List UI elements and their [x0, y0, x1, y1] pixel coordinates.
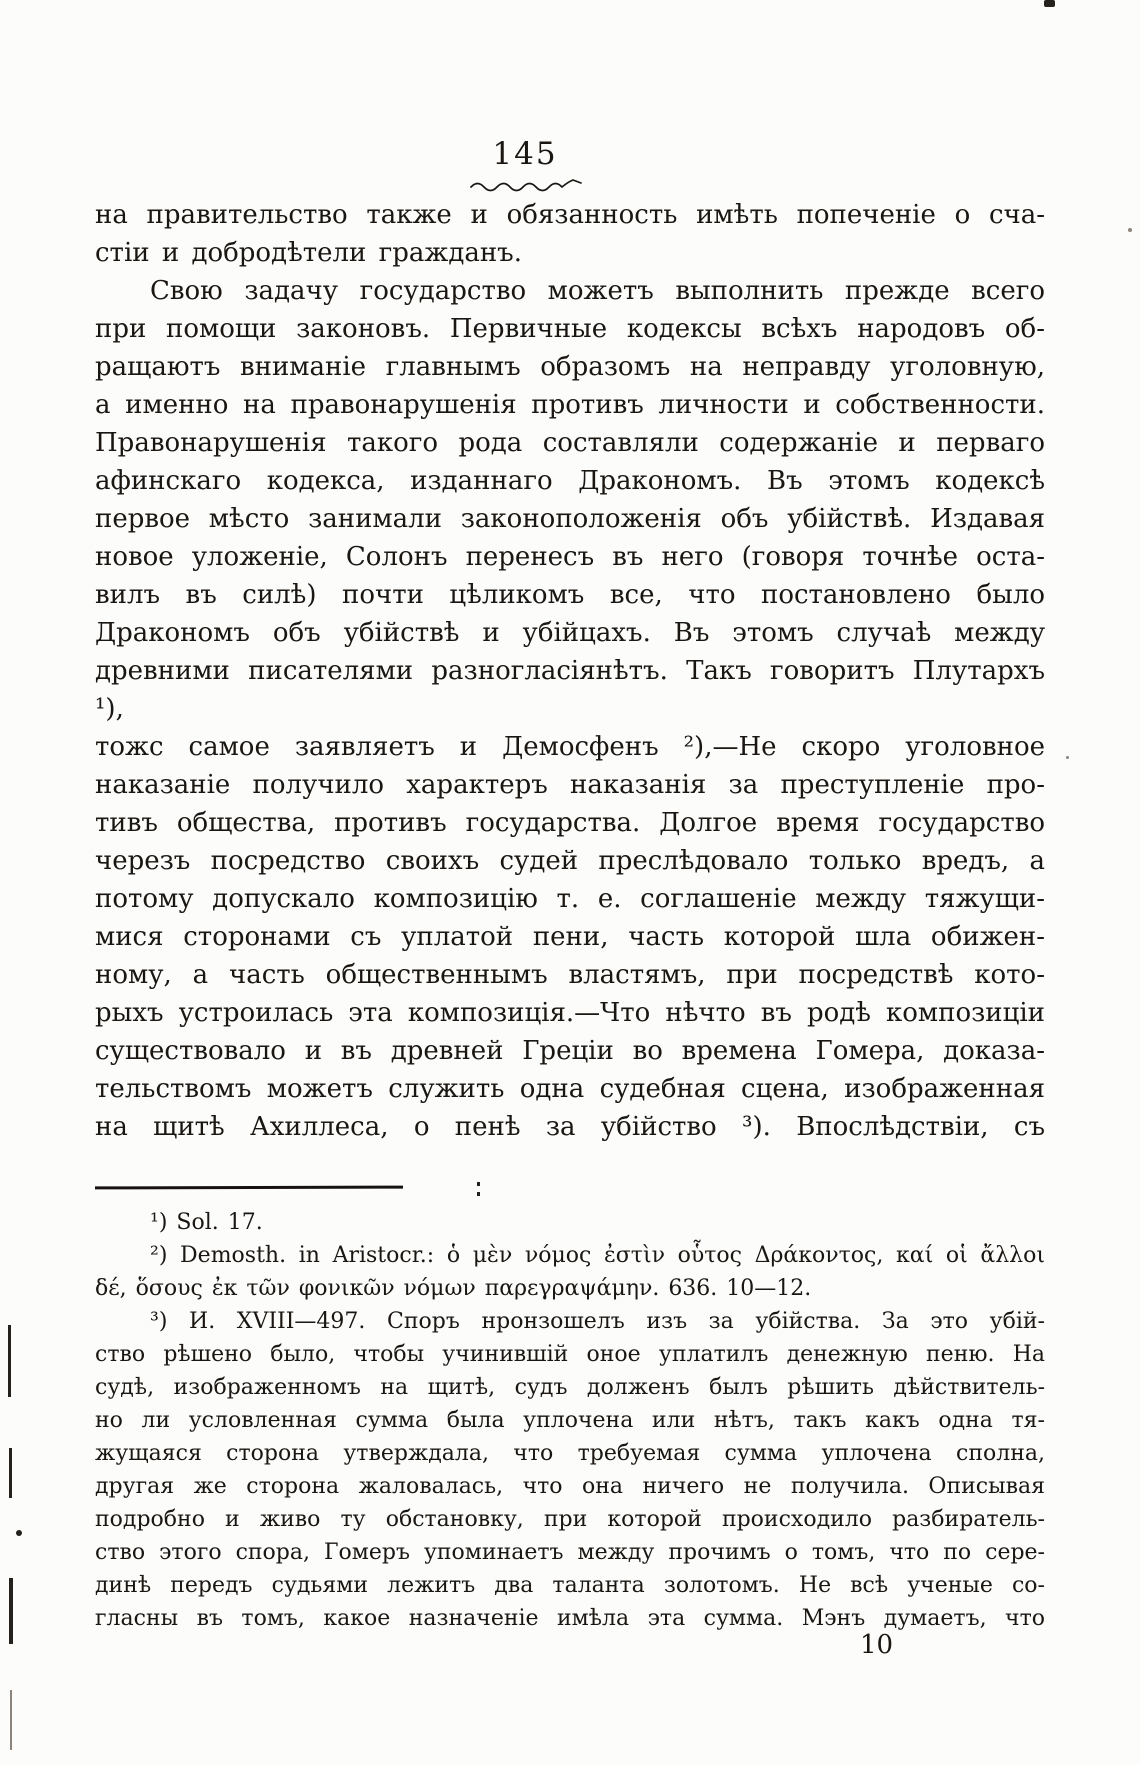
scan-artifact [477, 1182, 480, 1186]
signature-number: 10 [860, 1630, 894, 1660]
page-number: 145 [492, 136, 558, 172]
body-text-line: ному, а часть общественнымъ властямъ, при посредствѣ кото- [95, 960, 1045, 990]
body-text-line: черезъ посредство своихъ судей преслѣдовало только вредъ, а [95, 846, 1045, 876]
body-text-line: Дракономъ объ убійствѣ и убійцахъ. Въ этомъ случаѣ между [95, 618, 1045, 648]
body-text-line: рыхъ устроилась эта композиція.—Что нѣчто въ родѣ композиціи [95, 998, 1045, 1028]
footnote-line: ³) И. XVIII—497. Споръ нронзошелъ изъ за убійства. За это убій- [150, 1309, 1045, 1334]
body-text-line: вилъ въ силѣ) почти цѣликомъ все, что постановлено было [95, 580, 1045, 610]
scan-artifact [477, 1192, 480, 1196]
footnote-line: ¹) Sol. 17. [150, 1210, 263, 1235]
body-text-line: первое мѣсто занимали законоположенія объ убійствѣ. Издавая [95, 504, 1045, 534]
body-text-line: афинскаго кодекса, изданнаго Дракономъ. Въ этомъ кодексѣ [95, 466, 1045, 496]
body-text-line: существовало и въ древней Греціи во времена Гомера, доказа- [95, 1036, 1045, 1066]
footnote-line: другая же сторона жаловалась, что она ничего не получила. Описывая [95, 1474, 1045, 1499]
scan-artifact [9, 1448, 12, 1498]
footnote-line: подробно и живо ту обстановку, при которой происходило разбиратель- [95, 1507, 1045, 1532]
body-text-line: стіи и добродѣтели гражданъ. [95, 238, 522, 268]
body-text-line: новое уложеніе, Солонъ перенесъ въ него (говоря точнѣе оста- [95, 542, 1045, 572]
scan-artifact [1066, 756, 1069, 759]
scan-artifact [8, 1325, 11, 1397]
scan-artifact [10, 1690, 12, 1750]
body-text-line: мися сторонами съ уплатой пени, часть которой шла обижен- [95, 922, 1045, 952]
scan-artifact [16, 1530, 22, 1536]
squiggle-underline [468, 176, 594, 194]
footnote-line: гласны въ томъ, какое назначеніе имѣла эта сумма. Мэнъ думаетъ, что [95, 1606, 1045, 1631]
body-text-line: при помощи законовъ. Первичные кодексы всѣхъ народовъ об- [95, 314, 1045, 344]
footnote-line: ство этого спора, Гомеръ упоминаетъ между прочимъ о томъ, что по сере- [95, 1540, 1045, 1565]
footnote-line: ство рѣшено было, чтобы учинившій оное уплатилъ денежную пеню. На [95, 1342, 1045, 1367]
body-text-line: ращаютъ вниманіе главнымъ образомъ на неправду уголовную, [95, 352, 1045, 382]
body-text-line: на правительство также и обязанность имѣть попеченіе о сча- [95, 200, 1045, 230]
body-text-line: тельствомъ можетъ служить одна судебная сцена, изображенная [95, 1074, 1045, 1104]
body-text-line: тожс самое заявляетъ и Демосфенъ ²),—Не скоро уголовное [95, 732, 1045, 762]
footnote-line: динѣ передъ судьями лежитъ два таланта золотомъ. Не всѣ ученые со- [95, 1573, 1045, 1598]
footnote-line: δέ, ὅσους ἐκ τῶν φονικῶν νόμων παρεγραψάμην. 636. 10—12. [95, 1276, 812, 1301]
body-text-line: тивъ общества, противъ государства. Долгое время государство [95, 808, 1045, 838]
footnote-line: но ли условленная сумма была уплочена или нѣтъ, такъ какъ одна тя- [95, 1408, 1045, 1433]
scan-artifact [9, 1578, 13, 1644]
body-text-line: наказаніе получило характеръ наказанія за преступленіе про- [95, 770, 1045, 800]
footnote-separator [95, 1186, 403, 1190]
body-text-line: Свою задачу государство можетъ выполнить прежде всего [150, 276, 1045, 306]
body-text [95, 196, 1045, 1146]
body-text-line: Правонарушенія такого рода составляли содержаніе и перваго [95, 428, 1045, 458]
body-text-line: а именно на правонарушенія противъ личности и собственности. [95, 390, 1045, 420]
body-text-line: на щитѣ Ахиллеса, о пенѣ за убійство ³). Впослѣдствіи, съ [95, 1112, 1045, 1142]
body-text-line: древними писателями разногласіянѣтъ. Такъ говоритъ Плутархъ ¹), [95, 656, 1045, 724]
scan-artifact [1128, 228, 1132, 232]
footnotes [95, 1206, 1045, 1635]
footnote-line: жущаяся сторона утверждала, что требуемая сумма уплочена сполна, [95, 1441, 1045, 1466]
scan-artifact [1044, 0, 1055, 7]
footnote-line: ²) Demosth. in Aristocr.: ὁ μὲν νόμος ἐστὶν οὗτος Δράκοντος, καί οἱ ἄλλοι [150, 1243, 1045, 1268]
body-text-line: потому допускало композицію т. е. соглашеніе между тяжущи- [95, 884, 1045, 914]
footnote-line: судѣ, изображенномъ на щитѣ, судъ долженъ былъ рѣшить дѣйствитель- [95, 1375, 1045, 1400]
